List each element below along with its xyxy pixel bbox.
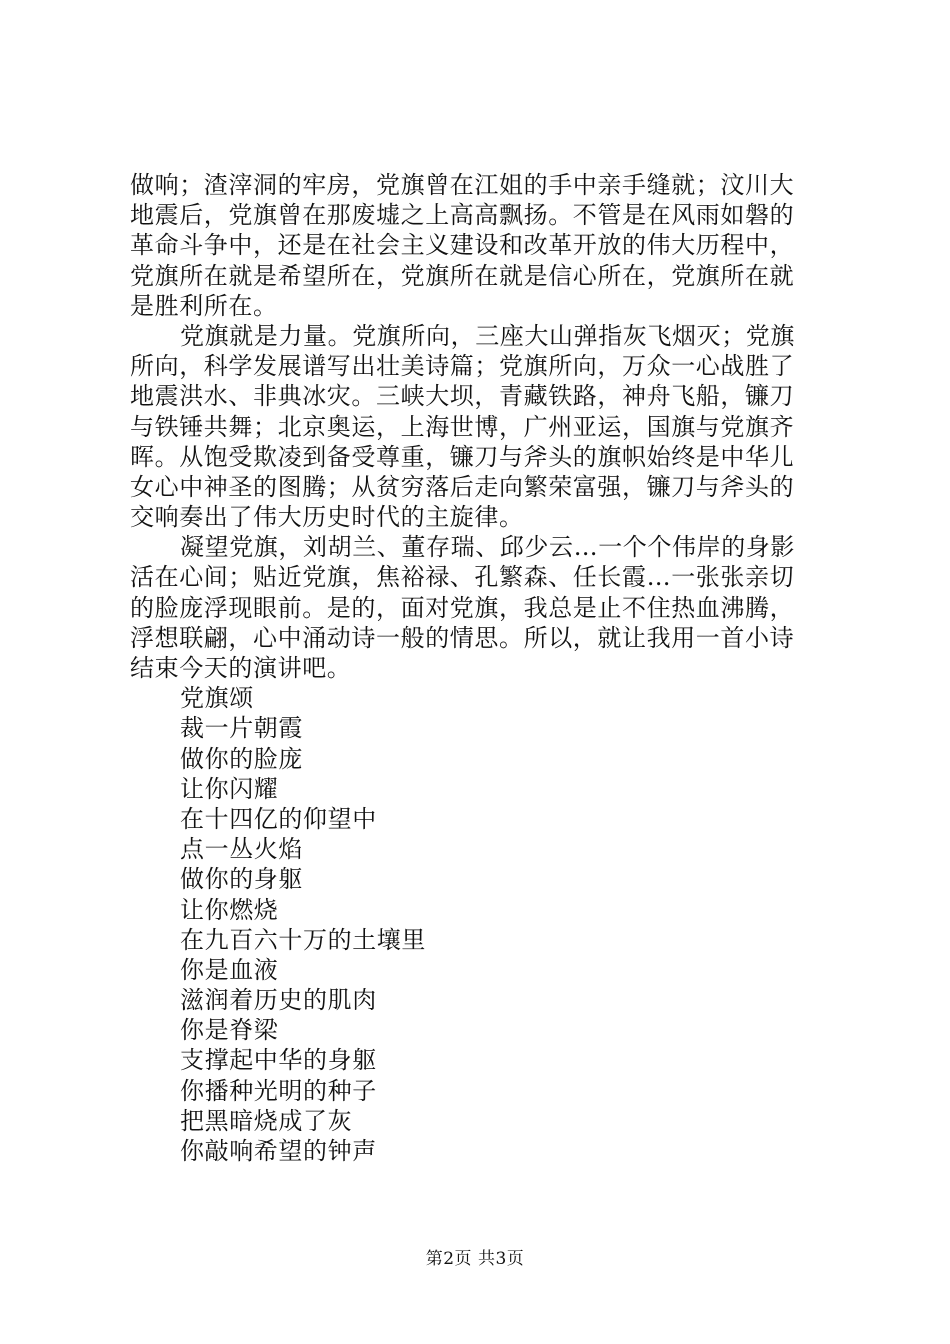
paragraph-line: 浮想联翩，心中涌动诗一般的情思。所以，就让我用一首小诗 (130, 623, 795, 652)
poem-line: 滋润着历史的肌肉 (180, 986, 377, 1015)
poem-line: 你是脊梁 (180, 1016, 279, 1045)
poem-line: 让你燃烧 (180, 895, 279, 924)
poem-line: 点一丛火焰 (180, 835, 303, 864)
poem-line: 在九百六十万的土壤里 (180, 925, 426, 954)
poem-line: 让你闪耀 (180, 774, 279, 803)
paragraph-line: 党旗就是力量。党旗所向，三座大山弹指灰飞烟灭；党旗 (180, 321, 795, 350)
paragraph-line: 地震洪水、非典冰灾。三峡大坝，青藏铁路，神舟飞船，镰刀 (130, 382, 795, 411)
poem-line: 支撑起中华的身躯 (180, 1046, 377, 1075)
paragraph-line: 交响奏出了伟大历史时代的主旋律。 (130, 503, 524, 532)
paragraph-line: 结束今天的演讲吧。 (130, 654, 352, 682)
page-footer (0, 1244, 950, 1269)
paragraph-line: 地震后，党旗曾在那废墟之上高高飘扬。不管是在风雨如磐的 (130, 201, 795, 230)
paragraph-line: 做响；渣滓洞的牢房，党旗曾在江姐的手中亲手缝就；汶川大 (130, 171, 795, 199)
paragraph-line: 女心中神圣的图腾；从贫穷落后走向繁荣富强，镰刀与斧头的 (130, 472, 795, 501)
paragraph-line: 党旗所在就是希望所在，党旗所在就是信心所在，党旗所在就 (130, 261, 795, 290)
paragraph-line: 晖。从饱受欺凌到备受尊重，镰刀与斧头的旗帜始终是中华儿 (130, 442, 795, 471)
paragraph-line: 凝望党旗，刘胡兰、董存瑞、邱少云…一个个伟岸的身影 (180, 533, 795, 562)
page-number-label: 第2页 共3页 (425, 1249, 525, 1269)
poem-line: 做你的身躯 (180, 865, 303, 894)
paragraph-line: 的脸庞浮现眼前。是的，面对党旗，我总是止不住热血沸腾， (130, 593, 795, 622)
poem-line: 你敲响希望的钟声 (180, 1137, 377, 1165)
paragraph-line: 是胜利所在。 (130, 291, 278, 320)
paragraph-line: 所向，科学发展谱写出壮美诗篇；党旗所向，万众一心战胜了 (130, 352, 795, 381)
document-body (130, 170, 835, 1166)
paragraph-line: 革命斗争中，还是在社会主义建设和改革开放的伟大历程中， (130, 231, 795, 260)
paragraph-line: 与铁锤共舞；北京奥运，上海世博，广州亚运，国旗与党旗齐 (130, 412, 795, 441)
poem-line: 做你的脸庞 (180, 744, 303, 773)
poem-line: 你是血液 (180, 955, 279, 984)
poem-line: 在十四亿的仰望中 (180, 804, 377, 833)
paragraph-line: 活在心间；贴近党旗，焦裕禄、孔繁森、任长霞…一张张亲切 (130, 563, 795, 592)
poem-line: 你播种光明的种子 (180, 1076, 377, 1105)
poem-line: 裁一片朝霞 (180, 714, 303, 743)
poem-title: 党旗颂 (180, 684, 254, 713)
poem-line: 把黑暗烧成了灰 (180, 1106, 353, 1135)
